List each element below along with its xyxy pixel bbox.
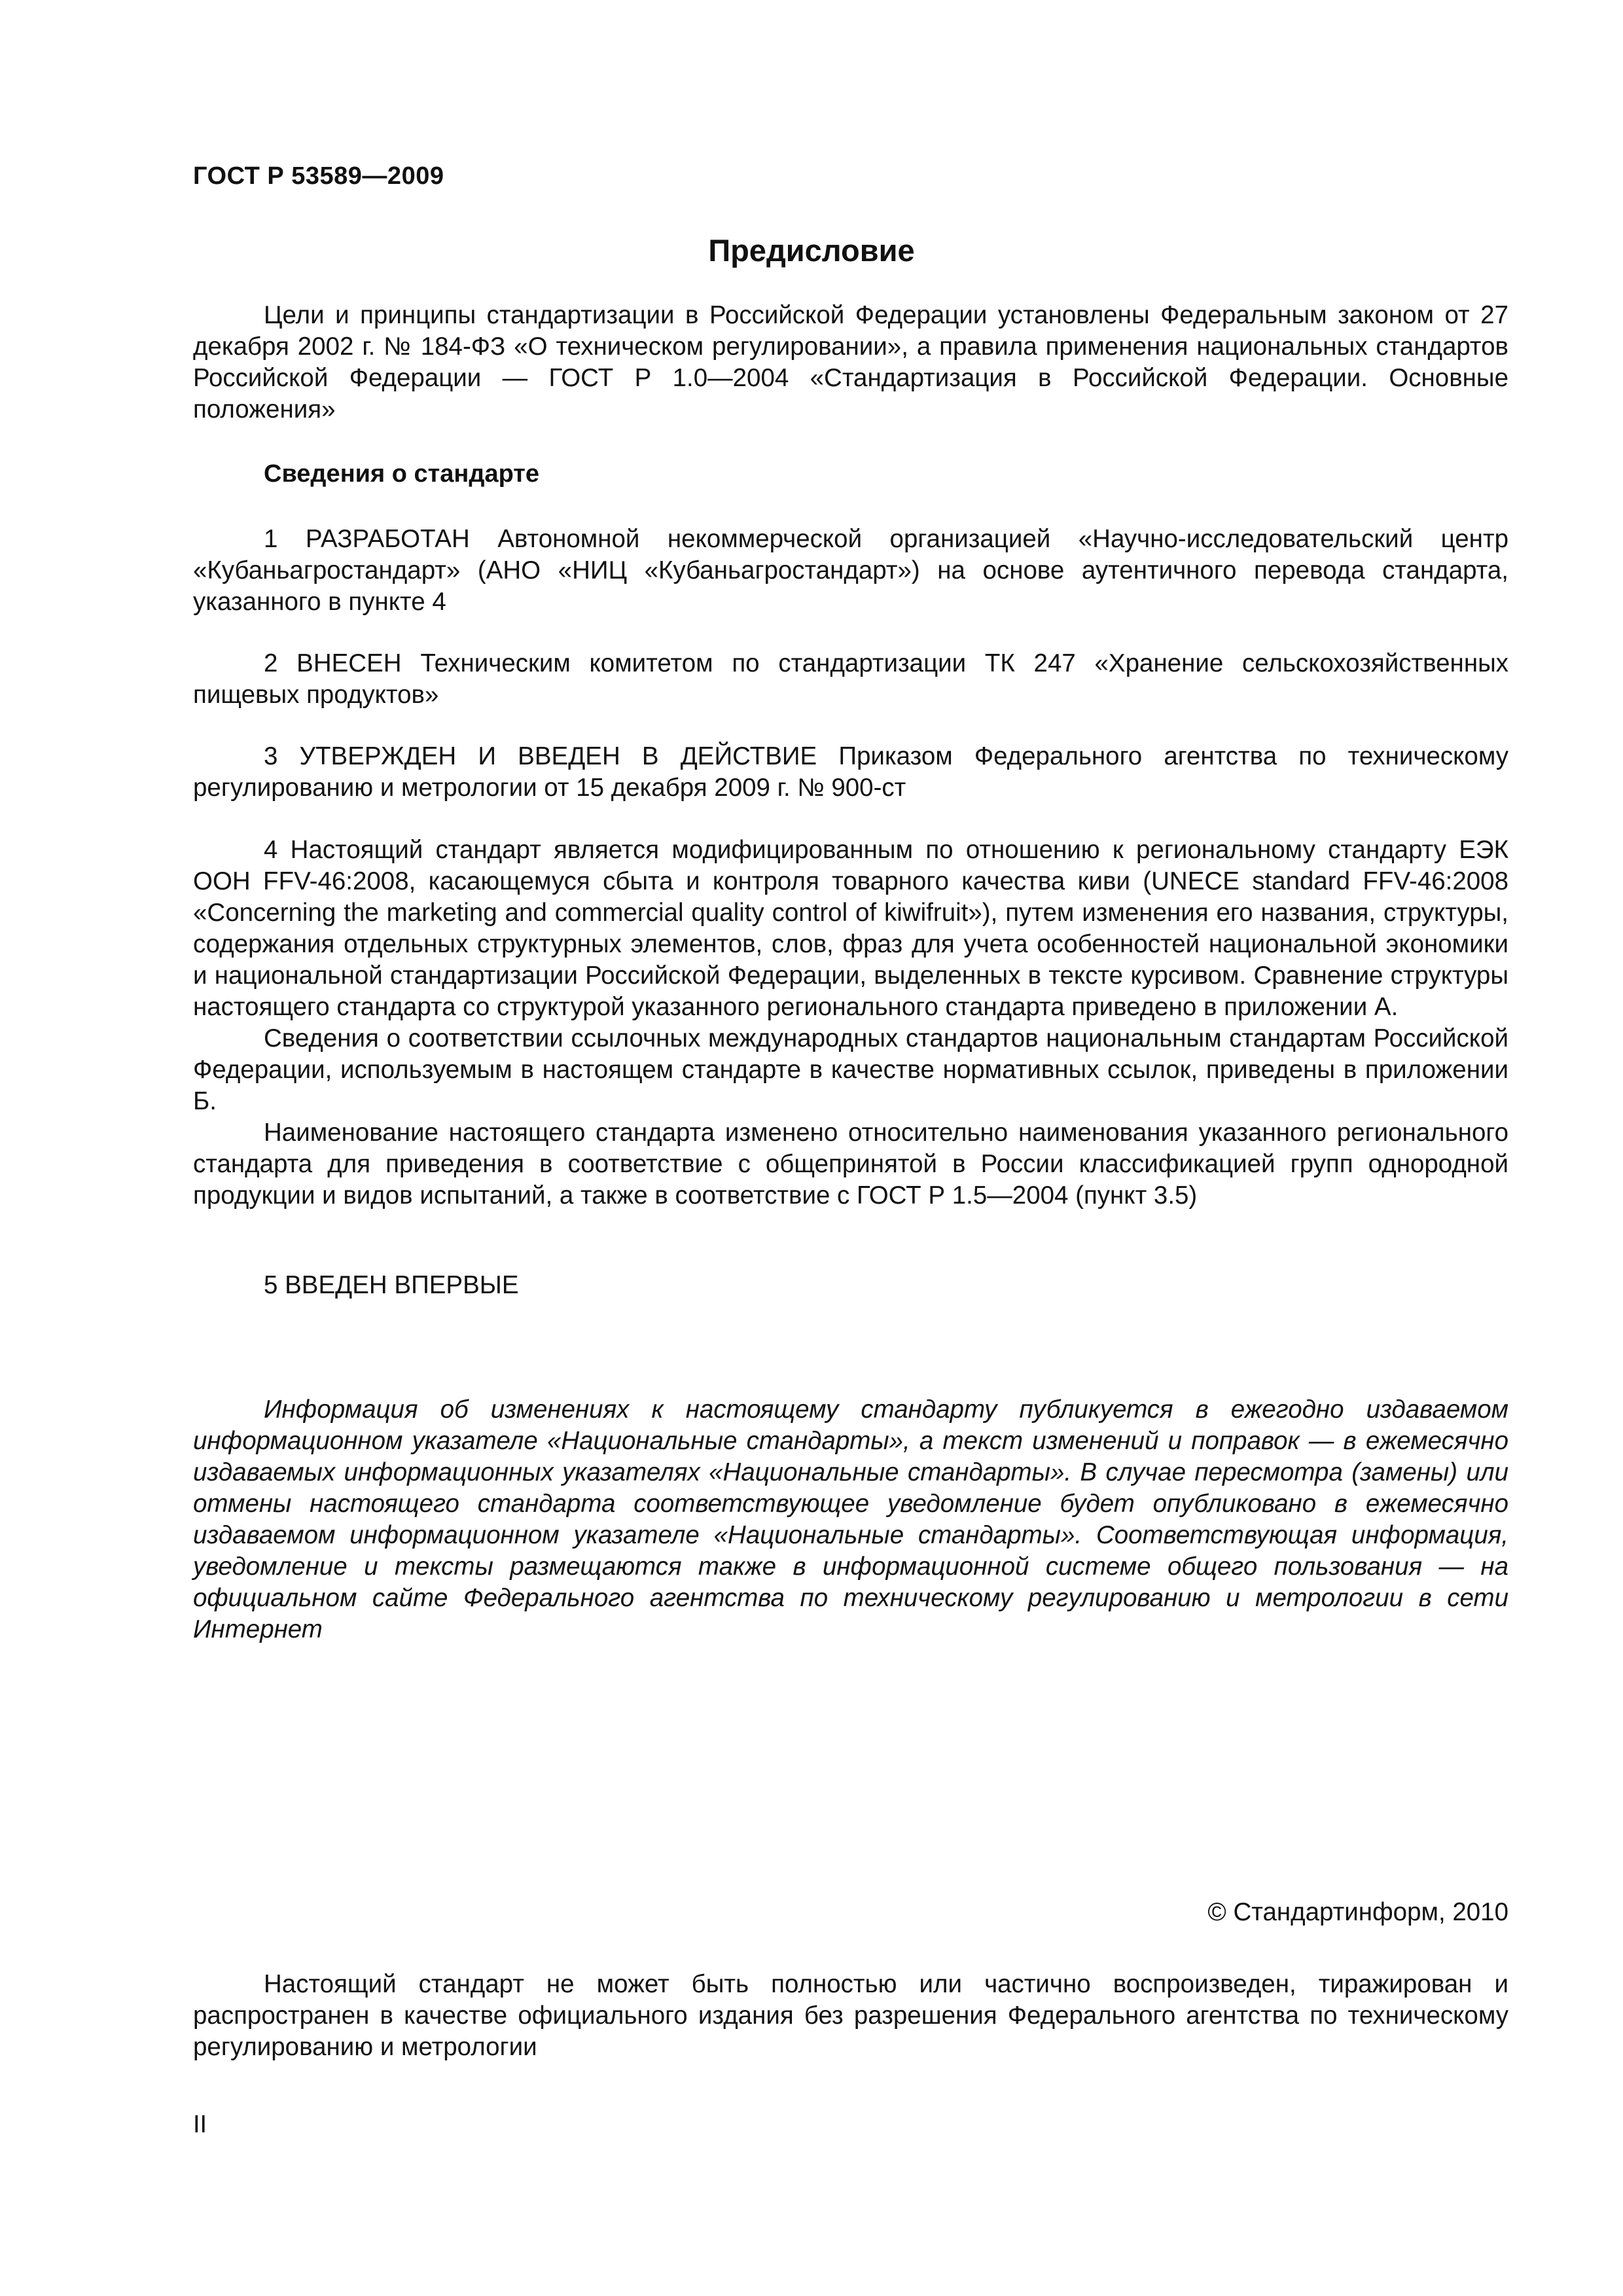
item-4-paragraph-3: Наименование настоящего стандарта изменено относительно наименования указанного регионального стандарта для приведения в соответствие с общепринятой в России классификацией групп однородной продукции и видов испытаний, а также в соответствие с ГОСТ Р 1.5—2004 (пункт 3.5) [193, 1119, 1508, 1210]
item-4-paragraph-1: 4 Настоящий стандарт является модифицированным по отношению к региональному стандарту ЕЭК ООН FFV-46:2008, касающемуся сбыта и контроля товарного качества киви (UNECE standard FFV-46:2008 «Concerning the marketing and commercial quality control of kiwifruit»), путем изменения его названия, структуры, содержания отдельных структурных элементов, слов, фраз для учета особенностей национальной экономики и национальной стандартизации Российской Федерации, выделенных в тексте курсивом. Сравнение структуры настоящего стандарта со структурой указанного регионального стандарта приведено в приложении А. [193, 836, 1508, 1021]
changes-notice: Информация об изменениях к настоящему стандарту публикуется в ежегодно издаваемом информационном указателе «Национальные стандарты», а текст изменений и поправок — в ежемесячно издаваемых информационных указателях «Национальные стандарты». В случае пересмотра (замены) или отмены настоящего стандарта соответствующее уведомление будет опубликовано в ежемесячно издаваемом информационном указателе «Национальные стандарты». Соответствующая информация, уведомление и тексты размещаются также в информационной системе общего пользования — на официальном сайте Федерального агентства по техническому регулированию и метрологии в сети Интернет [193, 1395, 1508, 1643]
item-4-paragraph-2: Сведения о соответствии ссылочных международных стандартов национальным стандартам Российской Федерации, используемым в настоящем стандарте в качестве нормативных ссылок, приведены в приложении Б. [193, 1024, 1508, 1115]
item-5-first-introduced: 5 ВВЕДЕН ВПЕРВЫЕ [264, 1271, 519, 1299]
item-1-developed: 1 РАЗРАБОТАН Автономной некоммерческой организацией «Научно-исследовательский центр «Кубаньагростандарт» (АНО «НИЦ «Кубаньагростандарт») на основе аутентичного перевода стандарта, указанного в пункте 4 [193, 525, 1508, 616]
item-4-block [193, 834, 1508, 1211]
item-2-submitted: 2 ВНЕСЕН Техническим комитетом по стандартизации ТК 247 «Хранение сельскохозяйственных пищевых продуктов» [193, 649, 1508, 709]
page-title: Предисловие [708, 233, 915, 268]
standard-info-heading: Сведения о стандарте [264, 460, 540, 488]
copyright-line: © Стандартинформ, 2010 [1207, 1898, 1508, 1926]
reproduction-notice: Настоящий стандарт не может быть полностью или частично воспроизведен, тиражирован и распространен в качестве официального издания без разрешения Федерального агентства по техническому регулированию и метрологии [193, 1970, 1508, 2061]
page-number: II [193, 2111, 207, 2138]
standard-code-header: ГОСТ Р 53589—2009 [193, 162, 444, 190]
intro-paragraph: Цели и принципы стандартизации в Российской Федерации установлены Федеральным законом от 27 декабря 2002 г. № 184-ФЗ «О техническом регулировании», а правила применения национальных стандартов Российской Федерации — ГОСТ Р 1.0—2004 «Стандартизация в Российской Федерации. Основные положения» [193, 301, 1508, 423]
item-3-approved: 3 УТВЕРЖДЕН И ВВЕДЕН В ДЕЙСТВИЕ Приказом Федерального агентства по техническому регулированию и метрологии от 15 декабря 2009 г. № 900-ст [193, 742, 1508, 802]
